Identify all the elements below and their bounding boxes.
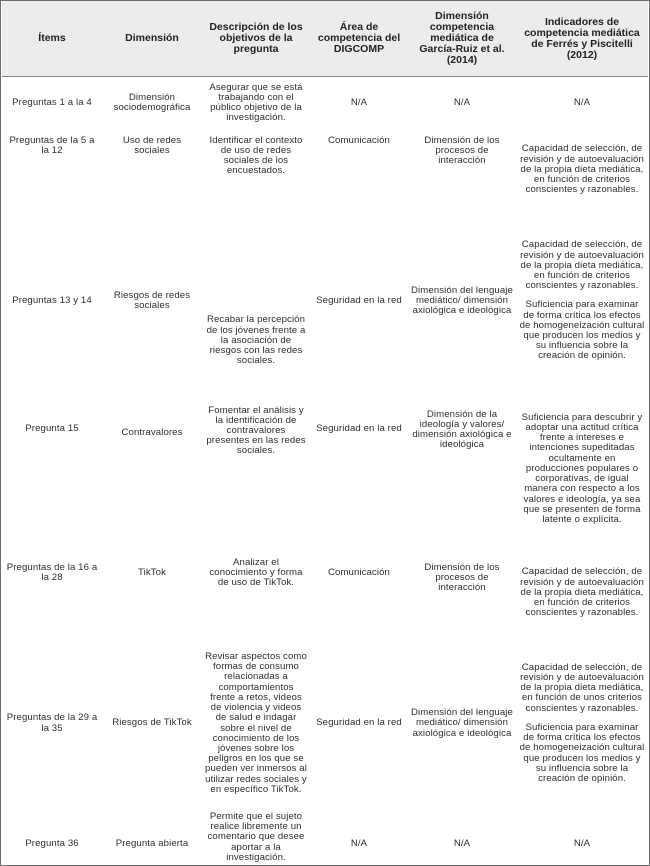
cell-garcia: Dimensión de los procesos de interacción (424, 134, 500, 166)
cell-description: Revisar aspectos como formas de consumo relacionadas a comportamientos frente a retos, videos de violencia y videos de salud e indagar sobre el nivel de conocimiento de los jóvenes sobre los peligros en los que se pueden ver inmersos al utilizar redes sociales y en específico TikTok. (205, 651, 307, 795)
cell-digcomp: N/A (310, 77, 408, 130)
table-header (2, 1, 648, 77)
cell-description: Identificar el contexto de uso de redes sociales de los encuestados. (209, 134, 303, 177)
cell-item: Preguntas de la 29 a la 35 (6, 712, 98, 734)
cell-digcomp: Seguridad en la red (316, 717, 402, 729)
ferres-indicator: Capacidad de selección, de revisión y de autoevaluación de la propia dieta mediática, en función de unos criterios conscientes y razonables. (520, 661, 644, 714)
cell-ferres (516, 640, 648, 808)
cell-digcomp: N/A (350, 838, 368, 850)
cell-item: Preguntas 1 a la 4 (2, 77, 102, 130)
cell-digcomp: Seguridad en la red (316, 294, 402, 306)
cell-dimension: TikTok (138, 566, 166, 578)
cell-digcomp: Comunicación (328, 134, 390, 146)
header-dimension: Dimensión (102, 1, 202, 77)
table-row (2, 808, 648, 866)
ferres-indicator: Capacidad de selección, de revisión y de autoevaluación de la propia dieta mediática, en función de criterios conscientes y razonables. (520, 566, 644, 619)
cell-description: Analizar el conocimiento y forma de uso de TikTok. (209, 556, 303, 588)
cell-dimension: Dimensión sociodemográfica (102, 77, 202, 130)
cell-item: Preguntas de la 16 a la 28 (6, 561, 98, 583)
cell-description: Permite que el sujeto realice libremente un comentario que desee aportar a la investigación. (207, 810, 305, 863)
cell-digcomp: Seguridad en la red (316, 422, 402, 434)
cell-item: Pregunta 36 (25, 838, 79, 850)
cell-item: Preguntas de la 5 a la 12 (9, 134, 95, 156)
cell-ferres (516, 392, 648, 547)
table-row (2, 392, 648, 547)
header-description: Descripción de los objetivos de la pregunta (202, 1, 310, 77)
cell-item: Pregunta 15 (25, 422, 79, 434)
table-row (2, 547, 648, 640)
cell-garcia: Dimensión del lenguaje mediático/ dimensión axiológica e ideológica (411, 284, 513, 317)
cell-description: Fomentar el análisis y la identificación de contravalores presentes en las redes sociales. (206, 404, 306, 457)
cell-ferres (516, 77, 648, 130)
cell-garcia: N/A (453, 838, 471, 850)
table-body (2, 77, 648, 866)
ferres-indicator: N/A (573, 838, 591, 850)
cell-dimension: Pregunta abierta (115, 838, 189, 850)
table-row (2, 130, 648, 211)
table-row (2, 640, 648, 808)
cell-garcia: Dimensión de los procesos de interacción (424, 561, 500, 593)
header-ferres: Indicadores de competencia mediática de Ferrés y Piscitelli (2012) (516, 1, 648, 77)
cell-dimension: Riesgos de TikTok (112, 717, 192, 729)
header-garcia: Dimensión competencia mediática de García-Ruiz et al. (2014) (408, 1, 516, 77)
cell-description: Recabar la percepción de los jóvenes frente a la asociación de riesgos con las redes sociales. (206, 314, 306, 367)
cell-garcia: Dimensión de la ideología y valores/ dimensión axiológica e ideológica (412, 408, 512, 451)
ferres-indicator: Capacidad de selección, de revisión y de autoevaluación de la propia dieta mediática, en función de criterios conscientes y razonables. (520, 239, 644, 292)
cell-digcomp: Comunicación (328, 566, 390, 578)
header-digcomp: Área de competencia del DIGCOMP (310, 1, 408, 77)
ferres-indicator: Suficiencia para descubrir y adoptar una actitud crítica frente a intereses e intenciones supeditadas ocultamente en producciones populares o corporativas, de igual manera con respecto a los valores e ideología, ya sea que se presenten de forma latente o explícita. (521, 411, 643, 525)
header-row (2, 1, 648, 77)
cell-garcia: Dimensión del lenguaje mediático/ dimensión axiológica e ideológica (411, 707, 513, 739)
ferres-indicator: N/A (573, 97, 591, 109)
cell-dimension: Contravalores (121, 426, 183, 438)
cell-ferres (516, 211, 648, 392)
cell-ferres (516, 547, 648, 640)
cell-dimension: Uso de redes sociales (122, 134, 182, 156)
cell-ferres (516, 808, 648, 866)
table-row (2, 77, 648, 130)
cell-description: Asegurar que se está trabajando con el público objetivo de la investigación. (202, 77, 310, 130)
cell-ferres (516, 130, 648, 211)
ferres-indicator: Suficiencia para examinar de forma crítica los efectos de homogeneización cultural que producen los medios y su influencia sobre la creación de opinión. (519, 299, 645, 362)
ferres-indicator: Suficiencia para examinar de forma crítica los efectos de homogeneización cultural que producen los medios y su influencia sobre la creación de opinión. (519, 721, 645, 784)
cell-garcia: N/A (408, 77, 516, 130)
table-row (2, 211, 648, 392)
ferres-indicator: Capacidad de selección, de revisión y de autoevaluación de la propia dieta mediática, en función de criterios conscientes y razonables. (520, 143, 644, 196)
cell-dimension: Riesgos de redes sociales (113, 289, 191, 311)
cell-item: Preguntas 13 y 14 (12, 294, 92, 306)
competencies-table (2, 1, 648, 866)
header-items: Ítems (2, 1, 102, 77)
